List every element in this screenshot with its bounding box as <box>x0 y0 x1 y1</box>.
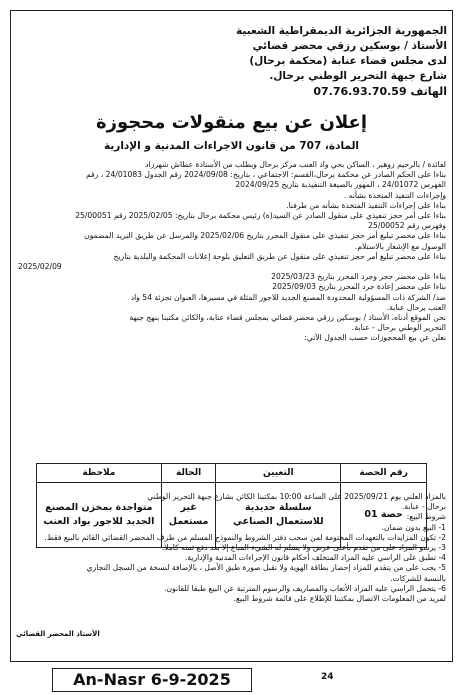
designation-line: للاستعمال الصناعي <box>233 516 324 527</box>
body-line: الفهرس 24/01072 ، المهور بالصيغة التنفيذية بتاريخ 2024/09/25 <box>235 180 446 190</box>
letterhead-line-bailiff: الأستاذ / بوسكين رزقي محضر قضائي <box>252 40 447 52</box>
letterhead-phone <box>147 84 447 99</box>
body-line: 2025/02/09 <box>18 262 62 272</box>
body-line: بناءا على محضر إعادة جرد المحرر بتاريخ 2025/09/03 <box>272 282 446 292</box>
body-line: التحرير الوطني برحال - عنابة. <box>351 323 446 333</box>
body-line: ضد/ الشركة ذات المسؤولية المحدودة المصنع الجديد للاجور المثلة في مسيرها، العنوان تجزئة 54 واد <box>130 292 446 302</box>
lot-cell: حصة 01 <box>341 483 427 548</box>
body-line: نحن الموقع أدناه، الأستاذ / بوسكين رزقي محضر قضائي بمجلس قضاء عنابة، والكائن مكتبنا بنهج جبهة <box>129 313 446 323</box>
conditions-line: شروط البيع: <box>406 512 446 522</box>
body-line: الوصول مع الإشعار بالاستلام. <box>354 241 446 251</box>
letterhead-line-state: الجمهورية الجزائرية الديمقراطية الشعبية <box>236 25 447 37</box>
body-line: بناءا على محضر تبليغ أمر حجز تنفيذي على منقول المحرر بتاريخ 2025/02/06 والمرسل عن طريق البريد المضمون <box>84 231 446 241</box>
note-line: متواجدة بمخزن المصنع <box>45 502 153 513</box>
conditions-line: 5- يجب على من يتقدم للمزاد إحضار بطاقة الهوية ولا تقبل صورة طبق الأصل ، بالإضافة لنسخة من السجل التجاري <box>86 563 446 573</box>
status-line: مستعمل <box>168 516 209 527</box>
status-line: غير <box>180 502 197 513</box>
body-line: وفهرس رقم 25/00052 <box>368 221 446 231</box>
body-line: بناءا على محضر حجز وجرد المحرر بتاريخ 2025/03/23 <box>271 272 446 282</box>
conditions-line: برحال - عنابة. <box>401 502 446 512</box>
body-line: بناءا على إجراءات التنفيذ المتخذة بشأنه من طرفنا. <box>286 200 446 210</box>
body-line: لفائدة / بالرحيم زوهير ، الساكن بحي واد العنب مركز برحال وبطلب من الأستاذة عطاش شهرزاد <box>145 160 446 169</box>
bailiff-signature: الأستاذ المحضر القضائي <box>16 630 100 638</box>
note-line: الجديد للاجور بواد العنب <box>43 516 155 527</box>
body-line: نعلن عن بيع المحجوزات حسب الجدول الآتي: <box>304 333 446 343</box>
letterhead <box>147 24 447 99</box>
letterhead-line-court: لدى مجلس قضاء عنابة (محكمة برحال) <box>249 55 447 67</box>
column-header-status: الحالة <box>161 464 216 483</box>
conditions-line: بالنسبة للشركات. <box>390 573 446 583</box>
column-header-designation: التعيين <box>216 464 341 483</box>
conditions-line: 4- تطبق على الراسي عليه المزاد المتخلف أحكام قانون الإجراءات المدنية والإدارية. <box>184 553 446 563</box>
body-line: بناءا على أمر حجز تنفيذي على منقول الصادر عن السيد(ة) رئيس محكمة برحال بتاريخ: 2025/02/05 رقم 25/00051 <box>75 211 446 221</box>
column-header-lot: رقم الحصة <box>341 464 427 483</box>
announcement-body <box>18 160 446 344</box>
phone-number: 07.76.93.70.59 <box>313 85 407 98</box>
conditions-line: 3- يرسو المزاد على من تقدم بأعلى عرض ولا يسلم له الشيء المباع إلا بعد دفع ثمنه كاملا. <box>161 543 446 553</box>
body-line: وإجراءات التنفيذ المتخذة بشأنه . <box>343 190 446 200</box>
phone-label: الهاتف <box>410 85 447 98</box>
announcement-title: إعلان عن بيع منقولات محجوزة <box>95 112 368 133</box>
body-line: بناءا على محضر تبليغ أمر حجز تنفيذي على منقول عن طريق التعليق بلوحة إعلانات المحكمة والبلدية بتاريخ <box>113 251 446 261</box>
conditions-line: بالمزاد العلني يوم 2025/09/21 على الساعة 10:00 بمكتبنا الكائن بشارع جبهة التحرير الوطني <box>147 492 446 501</box>
page-number: 24 <box>321 672 334 682</box>
conditions-line: 1- البيع بدون ضمان. <box>381 522 446 532</box>
conditions-line: لمزيد من المعلومات الاتصال بمكتبنا للإطلاع على قائمة شروط البيع. <box>233 594 446 604</box>
conditions-line: 2- تكون المزايدات بالتعهدات المختومة لمن سحب دفتر الشروط والنموذج المسلم من طرف المحضر القضائي القائم بالبيع فقط. <box>44 532 446 542</box>
designation-line: سلسلة حديدية <box>245 502 312 513</box>
table-header-row <box>37 464 427 483</box>
legal-article: المادة، 707 من قانون الاجراءات المدنية و الإدارية <box>103 140 360 152</box>
letterhead-line-address: شارع جبهة التحرير الوطني برحال. <box>269 70 447 82</box>
publication-label: An-Nasr 6-9-2025 <box>52 668 252 692</box>
body-line: بناءا على الحكم الصادر عن محكمة برحال،القسم: الاجتماعي ، بتاريخ: 2024/09/08 رقم الجدول 24/01083 ، رقم <box>85 170 446 180</box>
body-line: العنب برحال عنابة. <box>386 302 446 312</box>
sale-conditions <box>18 492 446 604</box>
conditions-line: 6- يتحمل الراسي عليه المزاد الأتعاب والمصاريف والرسوم المترتبة عن البيع طبقا للقانون. <box>164 583 446 593</box>
column-header-note: ملاحظة <box>37 464 162 483</box>
